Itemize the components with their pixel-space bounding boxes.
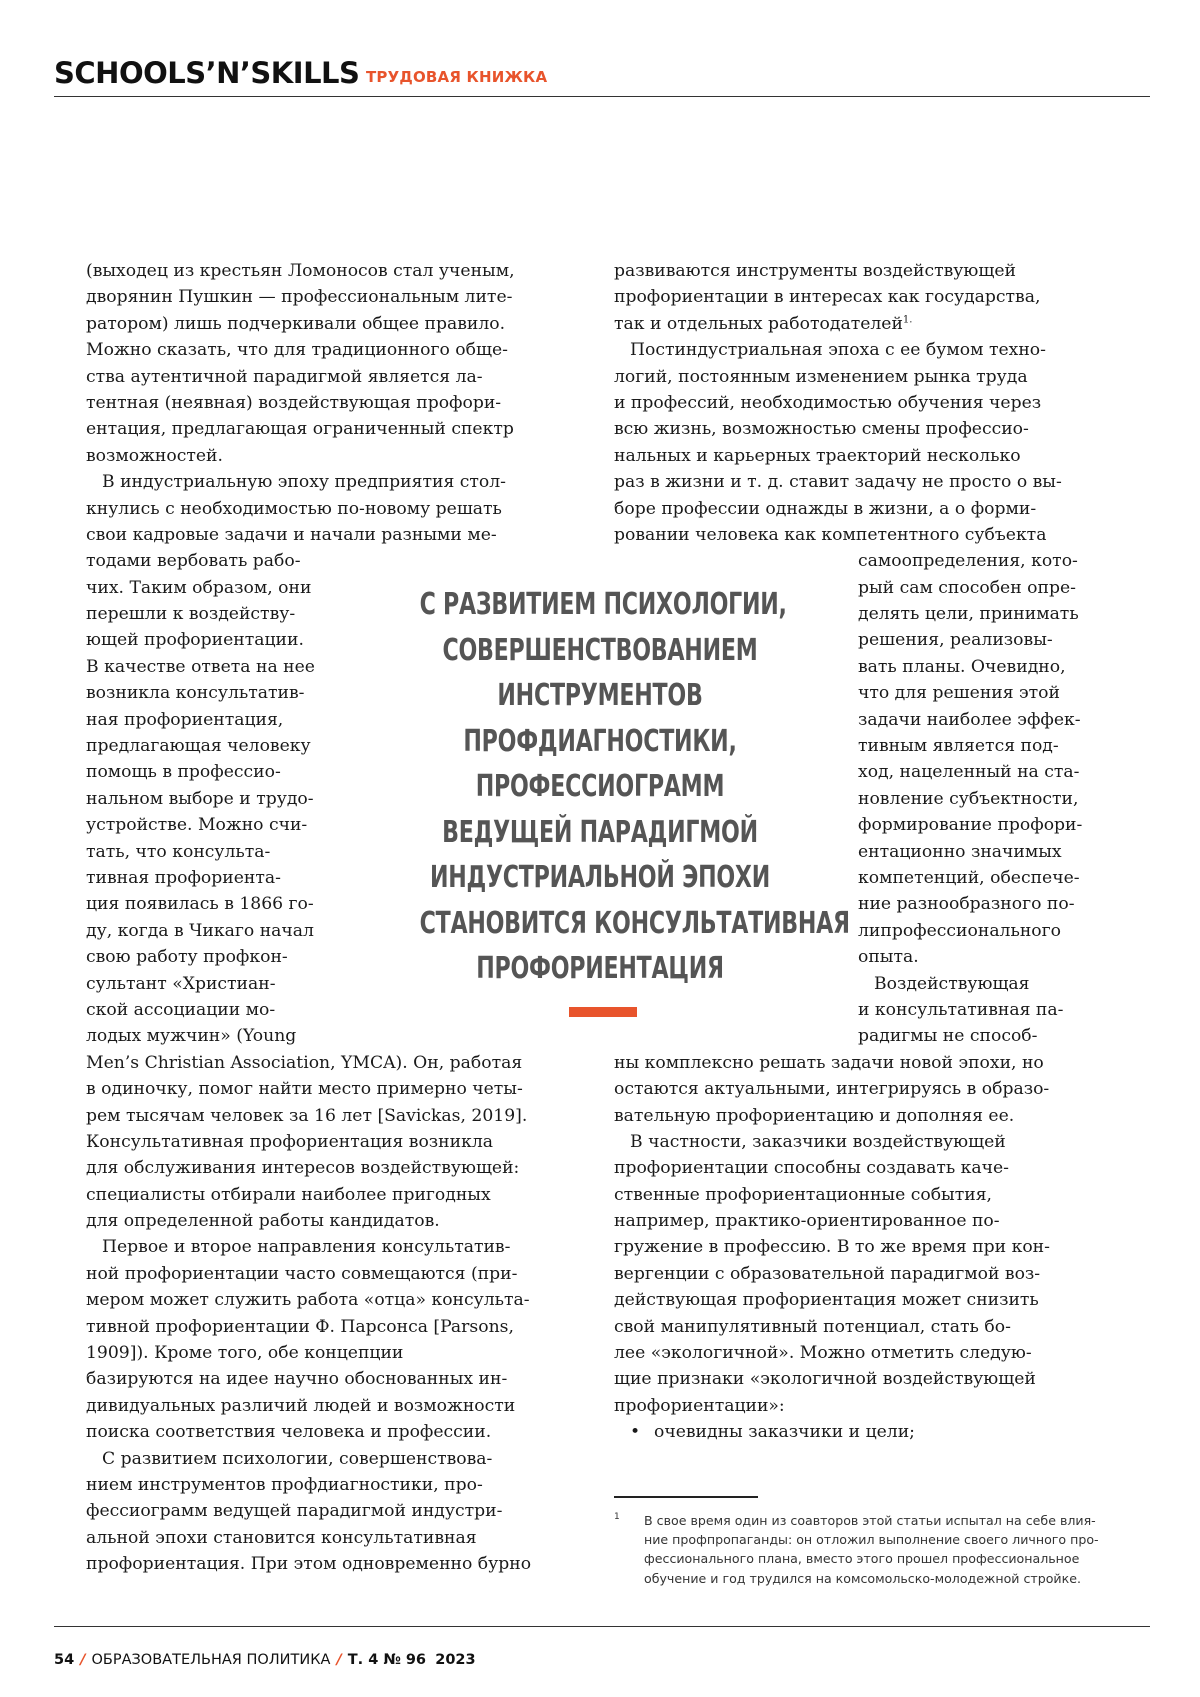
- text-line: [86, 1393, 531, 1419]
- text-line-content: 1909]). Кроме того, обе концепции: [86, 1343, 403, 1363]
- text-line: [86, 337, 531, 363]
- footnote-reference: 1.: [903, 314, 913, 325]
- text-line-content: В индустриальную эпоху предприятия стол-: [102, 472, 506, 492]
- text-line: [614, 1103, 1082, 1129]
- text-line-content: ной профориентации часто совмещаются (при-: [86, 1264, 517, 1284]
- text-line-content: фессиограмм ведущей парадигмой индустри-: [86, 1501, 502, 1521]
- text-line-content: Консультативная профориентация возникла: [86, 1132, 493, 1152]
- pull-quote-line: ПРОФЕССИОГРАММ: [420, 764, 781, 810]
- text-line: [86, 284, 531, 310]
- text-line: [86, 1076, 531, 1102]
- pull-quote-line: ВЕДУЩЕЙ ПАРАДИГМОЙ: [420, 810, 781, 856]
- text-line-content: что для решения этой: [858, 683, 1060, 703]
- text-line: [614, 1261, 1082, 1287]
- text-line-content: так и отдельных работодателей: [614, 314, 903, 334]
- text-line: [614, 496, 1082, 522]
- footnote-divider: [614, 1496, 758, 1498]
- text-line-content: остаются актуальными, интегрируясь в образо-: [614, 1079, 1049, 1099]
- text-line: [86, 1208, 531, 1234]
- text-line-content: и консультативная па-: [858, 1000, 1063, 1020]
- text-line-content: профориентации способны создавать каче-: [614, 1158, 1009, 1178]
- issue-number: Т. 4 № 96: [348, 1652, 426, 1668]
- text-line: [858, 839, 1082, 865]
- text-line: [86, 364, 531, 390]
- text-line-content: (выходец из крестьян Ломоносов стал ученым,: [86, 261, 515, 281]
- text-line-content: радигмы не способ-: [858, 1026, 1037, 1046]
- text-line-content: нальных и карьерных траекторий несколько: [614, 446, 1021, 466]
- text-line-content: рый сам способен опре-: [858, 578, 1076, 598]
- text-line: [858, 680, 1082, 706]
- text-line-content: липрофессионального: [858, 921, 1061, 941]
- text-line: [858, 707, 1082, 733]
- page-footer: [54, 1652, 476, 1668]
- text-line-content: ровании человека как компетентного субъекта: [614, 525, 1046, 545]
- text-line-content: в одиночку, помог найти место примерно четы-: [86, 1079, 523, 1099]
- text-line-content: ющей профориентации.: [86, 630, 304, 650]
- brand-title: SCHOOLS’N’SKILLS: [54, 56, 359, 90]
- text-line: [858, 654, 1082, 680]
- text-line: [614, 443, 1082, 469]
- text-line-content: тентная (неявная) воздействующая профори-: [86, 393, 501, 413]
- text-line: [86, 1446, 531, 1472]
- text-line-content: дворянин Пушкин — профессиональным лите-: [86, 287, 512, 307]
- footnote-line: ние профпропаганды: он отложил выполнение своего личного про-: [644, 1530, 1099, 1549]
- text-line: [614, 1393, 1082, 1419]
- text-line: [86, 390, 531, 416]
- text-line: [86, 1261, 531, 1287]
- text-line-content: специалисты отбирали наиболее пригодных: [86, 1185, 491, 1205]
- page-header: [54, 56, 1150, 97]
- text-line-content: альной эпохи становится консультативная: [86, 1528, 477, 1548]
- text-line-content: вать планы. Очевидно,: [858, 657, 1066, 677]
- text-line: [614, 469, 1082, 495]
- pull-quote-line: ИНДУСТРИАЛЬНОЙ ЭПОХИ: [420, 855, 781, 901]
- text-line: [86, 416, 531, 442]
- text-line-content: В качестве ответа на нее: [86, 657, 315, 677]
- text-line-content: профориентация. При этом одновременно бурно: [86, 1554, 531, 1574]
- text-line: [614, 522, 1082, 548]
- text-line-content: Первое и второе направления консультатив-: [102, 1237, 510, 1257]
- text-line-content: для обслуживания интересов воздействующей:: [86, 1158, 519, 1178]
- text-line: [86, 469, 531, 495]
- text-line-content: тивная профориента-: [86, 868, 281, 888]
- pull-quote-accent-bar: [569, 1007, 637, 1017]
- text-line-content: ная профориентация,: [86, 710, 283, 730]
- pull-quote-line: СОВЕРШЕНСТВОВАНИЕМ: [420, 628, 781, 674]
- text-line-content: профориентации»:: [614, 1396, 785, 1416]
- text-line: [86, 1234, 531, 1260]
- text-line-content: раз в жизни и т. д. ставит задачу не просто о вы-: [614, 472, 1062, 492]
- text-line-content: Постиндустриальная эпоха с ее бумом техно-: [630, 340, 1046, 360]
- text-line: [86, 258, 531, 284]
- section-title: ТРУДОВАЯ КНИЖКА: [366, 68, 547, 86]
- text-line: [858, 891, 1082, 917]
- text-line-content: поиска соответствия человека и профессии.: [86, 1422, 491, 1442]
- text-line: [86, 522, 531, 548]
- text-line: [86, 1155, 531, 1181]
- bullet-text: очевидны заказчики и цели;: [654, 1422, 915, 1442]
- text-line: [858, 575, 1082, 601]
- footnote-line: фессионального плана, вместо этого прошел профессиональное: [644, 1549, 1099, 1568]
- text-line-content: всю жизнь, возможностью смены профессио-: [614, 419, 1029, 439]
- text-line-content: логий, постоянным изменением рынка труда: [614, 367, 1028, 387]
- text-line-content: ние разнообразного по-: [858, 894, 1075, 914]
- text-line: [86, 1287, 531, 1313]
- text-line: [614, 1050, 1082, 1076]
- text-line: [614, 1340, 1082, 1366]
- text-line-content: чих. Таким образом, они: [86, 578, 311, 598]
- text-line-content: базируются на идее научно обоснованных ин-: [86, 1369, 507, 1389]
- text-line-content: ратором) лишь подчеркивали общее правило.: [86, 314, 505, 334]
- text-line: [86, 1472, 531, 1498]
- text-line: [858, 812, 1082, 838]
- text-line-content: решения, реализовы-: [858, 630, 1053, 650]
- text-line: [86, 1340, 531, 1366]
- pull-quote-line: ПРОФОРИЕНТАЦИЯ: [420, 946, 781, 992]
- text-line: [858, 997, 1082, 1023]
- text-line: [614, 337, 1082, 363]
- text-line-content: боре профессии однажды в жизни, а о форми-: [614, 499, 1036, 519]
- text-line: [858, 918, 1082, 944]
- text-line-content: В частности, заказчики воздействующей: [630, 1132, 1006, 1152]
- text-line-content: задачи наиболее эффек-: [858, 710, 1081, 730]
- text-line: [614, 364, 1082, 390]
- text-line: [86, 1314, 531, 1340]
- text-line: [858, 627, 1082, 653]
- text-line: [86, 1050, 531, 1076]
- text-line-content: кнулись с необходимостью по-новому решать: [86, 499, 502, 519]
- text-line-content: новление субъектности,: [858, 789, 1078, 809]
- text-line-content: делять цели, принимать: [858, 604, 1079, 624]
- text-line-content: действующая профориентация может снизить: [614, 1290, 1039, 1310]
- text-line: [614, 416, 1082, 442]
- text-line-content: вательную профориентацию и дополняя ее.: [614, 1106, 1014, 1126]
- text-line-content: компетенций, обеспече-: [858, 868, 1080, 888]
- text-line-content: предлагающая человеку: [86, 736, 311, 756]
- text-line-content: развиваются инструменты воздействующей: [614, 261, 1016, 281]
- text-line: [86, 1129, 531, 1155]
- text-line-content: опыта.: [858, 947, 919, 967]
- text-line-content: мером может служить работа «отца» консульта-: [86, 1290, 530, 1310]
- text-line-content: помощь в профессио-: [86, 762, 281, 782]
- text-line-content: тать, что консульта-: [86, 842, 270, 862]
- text-line: [86, 1023, 531, 1049]
- text-line-content: щие признаки «экологичной воздействующей: [614, 1369, 1036, 1389]
- text-line-content: Можно сказать, что для традиционного обще-: [86, 340, 508, 360]
- footnote-text: [644, 1511, 1099, 1588]
- text-line: [614, 1076, 1082, 1102]
- bullet-icon: •: [614, 1419, 654, 1445]
- text-line: [858, 548, 1082, 574]
- text-line-content: для определенной работы кандидатов.: [86, 1211, 440, 1231]
- text-line-content: С развитием психологии, совершенствова-: [102, 1449, 492, 1469]
- text-line: [858, 1023, 1082, 1049]
- text-line-content: Men’s Christian Association, YMCA). Он, работая: [86, 1053, 522, 1073]
- text-line-content: тодами вербовать рабо-: [86, 551, 301, 571]
- text-line: [86, 1551, 531, 1577]
- text-line: [614, 390, 1082, 416]
- text-line-content: тивной профориентации Ф. Парсонса [Parsons,: [86, 1317, 514, 1337]
- text-line-content: лодых мужчин» (Young: [86, 1026, 296, 1046]
- text-line: [858, 759, 1082, 785]
- journal-name: ОБРАЗОВАТЕЛЬНАЯ ПОЛИТИКА: [91, 1652, 330, 1668]
- text-line: [614, 1366, 1082, 1392]
- text-line-content: свою работу профкон-: [86, 947, 288, 967]
- pull-quote-line: СТАНОВИТСЯ КОНСУЛЬТАТИВНАЯ: [420, 901, 781, 947]
- text-line: [86, 1525, 531, 1551]
- text-line-content: формирование профори-: [858, 815, 1082, 835]
- pull-quote-line: ПРОФДИАГНОСТИКИ,: [420, 719, 781, 765]
- text-line-content: рем тысячам человек за 16 лет [Savickas, 2019].: [86, 1106, 527, 1126]
- text-line-content: ход, нацеленный на ста-: [858, 762, 1079, 782]
- text-line: [858, 971, 1082, 997]
- text-line: [86, 1103, 531, 1129]
- text-line: [858, 944, 1082, 970]
- text-line: [858, 733, 1082, 759]
- text-line-content: ентация, предлагающая ограниченный спектр: [86, 419, 514, 439]
- text-line: [86, 548, 531, 574]
- text-line: [614, 1314, 1082, 1340]
- text-line: [858, 786, 1082, 812]
- text-line: [86, 311, 531, 337]
- text-line: [614, 1129, 1082, 1155]
- text-line-content: свой манипулятивный потенциал, стать бо-: [614, 1317, 1011, 1337]
- text-line-content: тивным является под-: [858, 736, 1059, 756]
- text-line: [614, 1234, 1082, 1260]
- text-line: [86, 1419, 531, 1445]
- text-line-content: нием инструментов профдиагностики, про-: [86, 1475, 483, 1495]
- text-line-content: самоопределения, кото-: [858, 551, 1078, 571]
- footnote-line: обучение и год трудился на комсомольско-молодежной стройке.: [644, 1569, 1099, 1588]
- text-line: [858, 601, 1082, 627]
- bullet-item: [614, 1419, 1082, 1445]
- text-line: [614, 1155, 1082, 1181]
- text-line: [614, 258, 1082, 284]
- footnote-line: В свое время один из соавторов этой статьи испытал на себе влия-: [644, 1511, 1099, 1530]
- text-line: [614, 1208, 1082, 1234]
- pull-quote-line: ИНСТРУМЕНТОВ: [420, 673, 781, 719]
- text-line-content: ентационно значимых: [858, 842, 1062, 862]
- text-line: [614, 1182, 1082, 1208]
- text-line-content: Воздействующая: [874, 974, 1030, 994]
- text-line-content: гружение в профессию. В то же время при кон-: [614, 1237, 1050, 1257]
- text-line: [86, 997, 531, 1023]
- text-line: [614, 1287, 1082, 1313]
- pull-quote: [380, 582, 820, 992]
- slash-separator: /: [80, 1652, 85, 1668]
- text-line-content: устройстве. Можно счи-: [86, 815, 307, 835]
- text-line-content: ду, когда в Чикаго начал: [86, 921, 314, 941]
- pull-quote-line: С РАЗВИТИЕМ ПСИХОЛОГИИ,: [420, 582, 781, 628]
- page-number: 54: [54, 1652, 74, 1668]
- text-line-content: профориентации в интересах как государства,: [614, 287, 1040, 307]
- text-line-content: ской ассоциации мо-: [86, 1000, 275, 1020]
- text-line-content: ства аутентичной парадигмой является ла-: [86, 367, 483, 387]
- text-line-content: лее «экологичной». Можно отметить следую-: [614, 1343, 1032, 1363]
- text-line-content: нальном выборе и трудо-: [86, 789, 314, 809]
- text-line-content: возможностей.: [86, 446, 223, 466]
- slash-separator: /: [336, 1652, 341, 1668]
- text-line: [858, 865, 1082, 891]
- text-line-content: возникла консультатив-: [86, 683, 304, 703]
- footer-rule: [54, 1626, 1150, 1628]
- text-line-content: перешли к воздейству-: [86, 604, 295, 624]
- footnote-number: 1: [614, 1508, 620, 1527]
- text-line: [86, 1366, 531, 1392]
- text-line-content: ственные профориентационные события,: [614, 1185, 992, 1205]
- text-line: [86, 1182, 531, 1208]
- text-line: [614, 284, 1082, 310]
- text-line: [86, 496, 531, 522]
- text-line: [86, 443, 531, 469]
- text-line: [614, 311, 1082, 337]
- issue-year: 2023: [435, 1652, 475, 1668]
- text-line-content: и профессий, необходимостью обучения через: [614, 393, 1041, 413]
- text-line-content: дивидуальных различий людей и возможности: [86, 1396, 515, 1416]
- text-line-content: например, практико-ориентированное по-: [614, 1211, 1000, 1231]
- text-line-content: вергенции с образовательной парадигмой воз-: [614, 1264, 1040, 1284]
- text-line: [86, 1498, 531, 1524]
- text-line-content: ция появилась в 1866 го-: [86, 894, 314, 914]
- text-line-content: свои кадровые задачи и начали разными ме-: [86, 525, 497, 545]
- text-line-content: ны комплексно решать задачи новой эпохи, но: [614, 1053, 1044, 1073]
- text-line-content: сультант «Христиан-: [86, 974, 276, 994]
